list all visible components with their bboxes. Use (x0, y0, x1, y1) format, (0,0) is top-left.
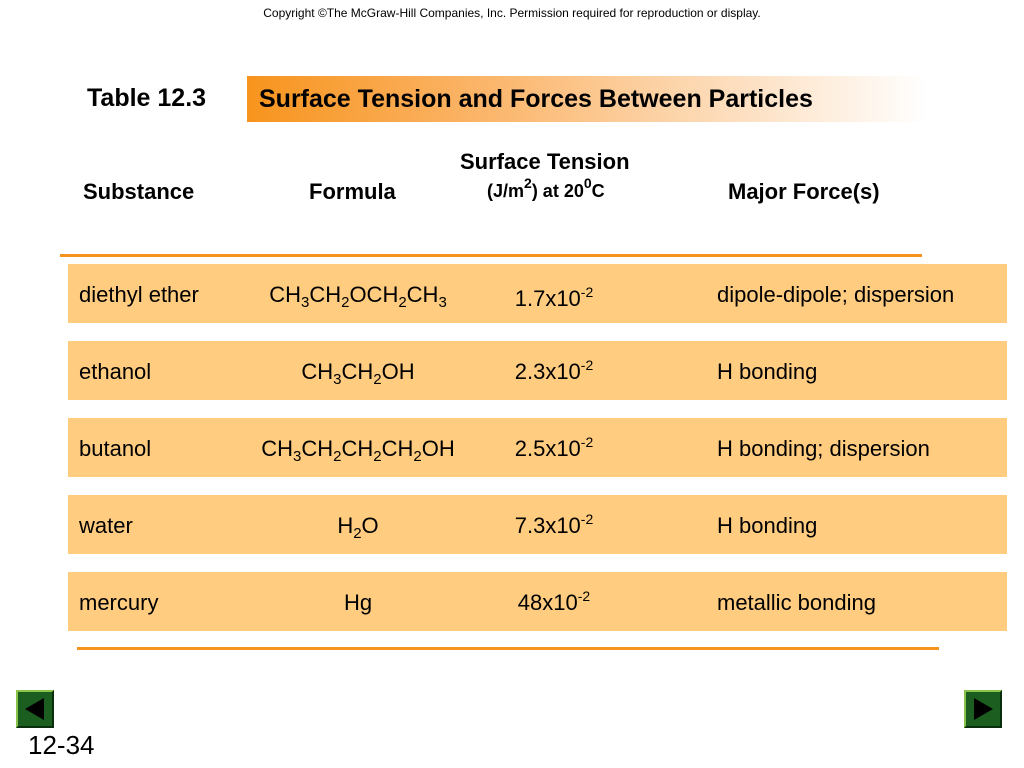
formula-text: CH (406, 282, 439, 307)
header-surface-tension: Surface Tension (460, 149, 630, 174)
table-row (68, 495, 1007, 554)
cell-surface-tension: $1.7x10^{-2}$ (514, 284, 594, 311)
cell-major-force: H bonding; dispersion (717, 436, 930, 461)
formula-text: OH (421, 436, 455, 461)
cell-substance: ethanol (79, 359, 152, 384)
formula-text: CH (341, 359, 374, 384)
formula-text: Hg (343, 590, 373, 615)
table-title: Surface Tension and Forces Between Particles (259, 85, 813, 113)
table-row (68, 341, 1007, 400)
formula-subscript: 2 (373, 371, 382, 388)
cell-surface-tension: $2.3x10^{-2}$ (514, 357, 594, 384)
triangle-left-icon (18, 692, 52, 726)
cell-formula (224, 590, 492, 616)
divider-top (60, 254, 922, 257)
cell-formula (224, 513, 492, 542)
cell-major-force: metallic bonding (717, 590, 876, 615)
next-slide-button[interactable] (964, 690, 1002, 728)
cell-major-force: H bonding (717, 359, 818, 384)
formula-text: CH (301, 436, 334, 461)
cell-substance: mercury (79, 590, 159, 615)
formula-subscript: 2 (333, 448, 342, 465)
table-row (68, 418, 1007, 477)
header-substance: Substance (83, 179, 195, 204)
cell-surface-tension: $7.3x10^{-2}$ (514, 511, 594, 538)
formula-text: CH (301, 359, 334, 384)
formula-text: CH (341, 436, 374, 461)
cell-surface-tension: $2.5x10^{-2}$ (514, 434, 594, 461)
cell-formula (224, 282, 492, 311)
header-major-force: Major Force(s) (728, 179, 880, 204)
title-bar (247, 76, 927, 122)
formula-subscript: 3 (438, 294, 447, 311)
cell-formula (224, 436, 492, 465)
cell-surface-tension: $48x10^{-2}$ (517, 588, 591, 615)
formula-text: CH (381, 436, 414, 461)
table-row (68, 572, 1007, 631)
cell-substance: butanol (79, 436, 152, 461)
copyright-notice: Copyright ©The McGraw-Hill Companies, Inc. Permission required for reproduction or display. (263, 6, 761, 20)
formula-subscript: 3 (333, 371, 342, 388)
cell-substance: diethyl ether (79, 282, 199, 307)
header-surface-tension-unit: $(J/m^2)$ at $20^0C$ (487, 175, 605, 201)
header-formula: Formula (309, 179, 396, 204)
formula-text: OCH (349, 282, 399, 307)
formula-text: CH (309, 282, 342, 307)
formula-subscript: 3 (293, 448, 302, 465)
slide-number: 12-34 (28, 730, 95, 760)
formula-text: CH (261, 436, 294, 461)
formula-subscript: 2 (413, 448, 422, 465)
cell-substance: water (79, 513, 133, 538)
formula-subscript: 3 (300, 294, 310, 311)
formula-text: H (337, 513, 354, 538)
formula-subscript: 2 (341, 294, 350, 311)
formula-subscript: 2 (373, 448, 382, 465)
cell-major-force: H bonding (717, 513, 818, 538)
formula-text: O (361, 513, 379, 538)
formula-subscript: 2 (398, 294, 407, 311)
formula-text: OH (381, 359, 415, 384)
table-row (68, 264, 1007, 323)
table-label: Table 12.3 (87, 84, 207, 112)
cell-major-force: dipole-dipole; dispersion (717, 282, 955, 307)
triangle-right-icon (966, 692, 1000, 726)
formula-subscript: 2 (353, 525, 362, 542)
formula-text: CH (269, 282, 301, 307)
divider-bottom (77, 647, 939, 650)
cell-formula (224, 359, 492, 388)
previous-slide-button[interactable] (16, 690, 54, 728)
